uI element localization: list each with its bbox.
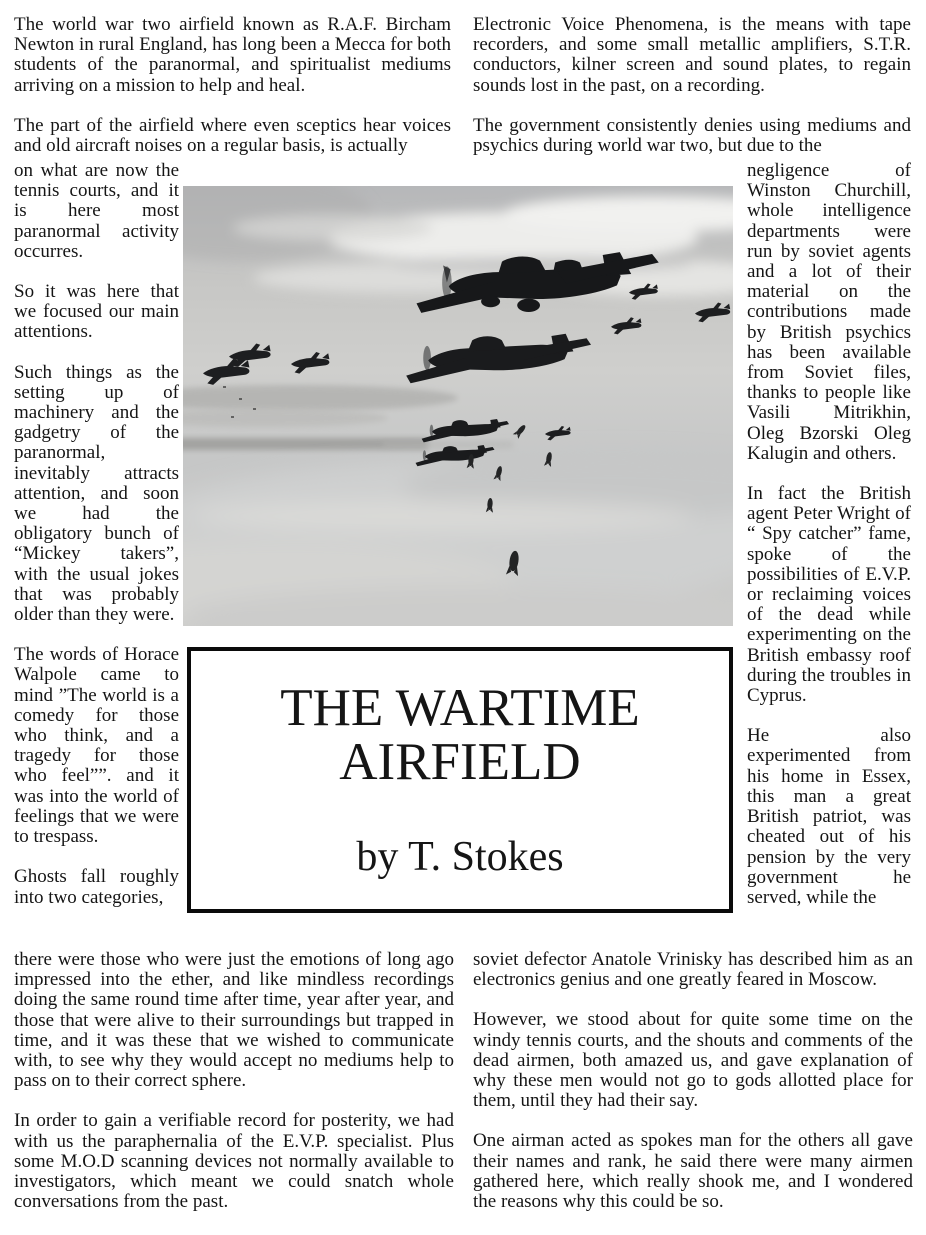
article-title: THE WARTIME AIRFIELD [280,679,640,791]
right-column-top [473,15,911,156]
wartime-photo [183,186,733,626]
title-box [187,647,733,913]
paragraph: However, we stood about for quite some time on the windy tennis courts, and the shouts and comments of the dead airmen, both amazed us, and gave explanation of why these men would not go to gods allotted place for them, until they had their say. [473,1009,913,1112]
haze-layer [183,454,733,626]
paragraph: So it was here that we focused our main attentions. [14,281,179,343]
paragraph: One airman acted as spokes man for the others all gave their names and rank, he said there were many airmen gathered here, which really shook me, and I wondered the reasons why this could be so. [473,1130,913,1213]
paragraph: The world war two airfield known as R.A.F. Bircham Newton in rural England, has long been a Mecca for both students of the paranormal, and spiritualist mediums arriving on a mission to help and heal. [14,14,451,96]
paragraph: In fact the British agent Peter Wright of “ Spy catcher” fame, spoke of the possibilities of E.V.P. or reclaiming voices of the dead while experimenting on the British embassy roof during the troubles in Cyprus. [747,483,911,707]
right-column-narrow [747,161,911,908]
paragraph: The words of Horace Walpole came to mind ”The world is a comedy for those who think, and a tragedy for those who feel””. and it was into the world of feelings that we were to trespass. [14,644,179,848]
paragraph: Such things as the setting up of machinery and the gadgetry of the paranormal, inevitably attracts attention, and soon we had the obligatory bunch of “Mickey takers”, with the usual jokes that was probably older than they were. [14,361,179,626]
paragraph: negligence of Winston Churchill, whole intelligence departments were run by soviet agents and a lot of their material on the contributions made by British psychics has been available from Soviet files, thanks to people like Vasili Mitrikhin, Oleg Bzorski Oleg Kalugin and others. [747,160,911,464]
paragraph: The government consistently denies using mediums and psychics during world war two, but due to the [473,114,911,157]
paragraph: Electronic Voice Phenomena, is the means with tape recorders, and some small metallic amplifiers, S.T.R. conductors, kilner screen and sound plates, to regain sounds lost in the past, on a recording. [473,14,911,96]
left-column-bottom [14,950,454,1212]
left-column-narrow [14,161,179,908]
paragraph: Ghosts fall roughly into two categories, [14,866,179,908]
left-column-top [14,15,451,156]
right-column-bottom [473,950,913,1212]
paragraph: The part of the airfield where even sceptics hear voices and old aircraft noises on a regular basis, is actually [14,114,451,157]
paragraph: there were those who were just the emotions of long ago impressed into the ether, and like mindless recordings doing the same round time after time, year after year, and those that were alive to their surroundings but trapped in time, and it was these that we wished to communicate with, to see why they would accept no mediums help to pass on to their correct sphere. [14,949,454,1092]
paragraph: soviet defector Anatole Vrinisky has described him as an electronics genius and one greatly feared in Moscow. [473,949,913,991]
paragraph: on what are now the tennis courts, and it is here most paranormal activity occurres. [14,160,179,262]
paragraph: He also experimented from his home in Essex, this man a great British patriot, was cheated out of his pension by the very government he served, while the [747,725,911,908]
paragraph: In order to gain a verifiable record for posterity, we had with us the paraphernalia of the E.V.P. specialist. Plus some M.O.D scanning devices not normally available to investigators, which meant we could snatch whole conversations from the past. [14,1110,454,1213]
article-byline: by T. Stokes [356,834,564,880]
wartime-photo-canvas [183,186,733,626]
